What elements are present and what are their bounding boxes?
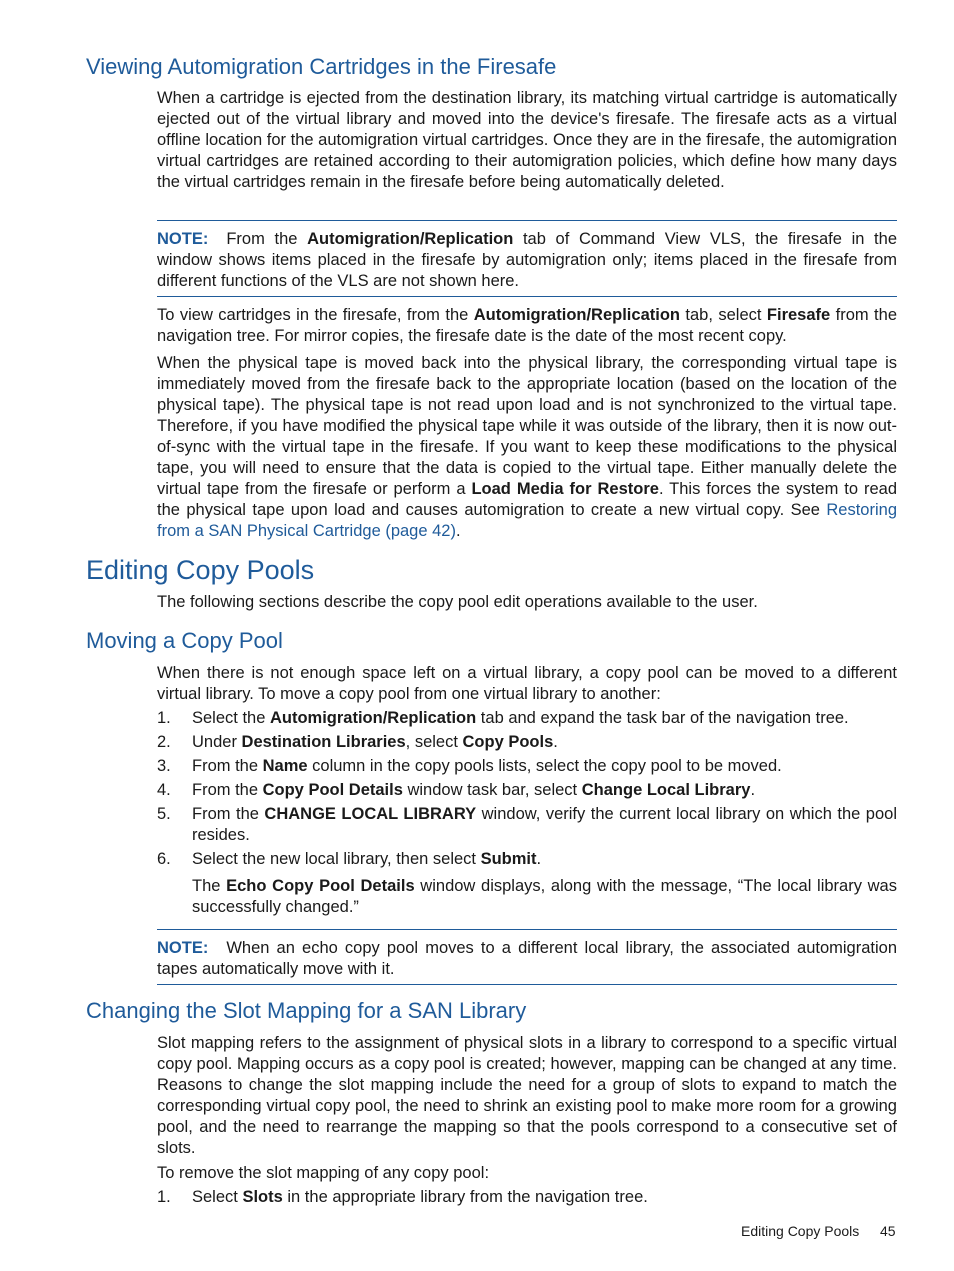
list-number: 3.: [157, 757, 171, 775]
list-number: 1.: [157, 709, 171, 727]
text: from the navigation tree. For mirror copies, the firesafe date is the date of the most recent copy.: [157, 306, 897, 345]
note-bold: Automigration/Replication: [307, 230, 514, 248]
paragraph-moving-intro: When there is not enough space left on a virtual library, a copy pool can be moved to a different virtual library. To move a copy pool from one virtual library to another:: [157, 664, 897, 703]
list-text: [192, 780, 897, 801]
text: Select the: [192, 709, 270, 727]
bold-text: Copy Pool Details: [262, 781, 403, 799]
text: . This forces the system to read the physical tape upon load and causes automigration to create a new virtual copy. See: [157, 480, 897, 519]
note-echo-copy-pool: [157, 938, 897, 980]
text: .: [553, 733, 558, 751]
bold-text: Change Local Library: [581, 781, 751, 799]
text: From the: [192, 757, 263, 775]
bold-text: Submit: [480, 850, 537, 868]
bold-text: Echo Copy Pool Details: [226, 877, 415, 895]
bold-text: CHANGE LOCAL LIBRARY: [264, 805, 477, 823]
text: tab and expand the task bar of the navigation tree.: [476, 709, 849, 727]
text: Select the new local library, then select: [192, 850, 481, 868]
paragraph-editing-intro: The following sections describe the copy pool edit operations available to the user.: [157, 593, 758, 611]
bold-text: Load Media for Restore: [471, 480, 659, 498]
step-result-text: [192, 876, 897, 918]
text: in the appropriate library from the navigation tree.: [282, 1188, 648, 1206]
note-rule-top: [157, 220, 897, 221]
text: tab, select: [679, 306, 767, 324]
bold-text: Firesafe: [766, 306, 831, 324]
text: column in the copy pools lists, select the copy pool to be moved.: [307, 757, 782, 775]
list-number: 1.: [157, 1188, 171, 1206]
footer-page-number: 45: [880, 1223, 896, 1239]
text: From the: [192, 781, 263, 799]
paragraph-physical-tape: [157, 353, 897, 542]
paragraph-firesafe-intro: When a cartridge is ejected from the destination library, its matching virtual cartridge is automatically ejected out of the virtual library and moved into the device's firesafe. The firesafe acts as a virtual offline location for the automigration virtual cartridges. Once they are in the firesafe, the automigration virtual cartridges are retained according to their automigration policies, which define how many days the virtual cartridges remain in the firesafe before being automatically deleted.: [157, 89, 897, 191]
note-label: NOTE:: [157, 939, 209, 957]
bold-text: Destination Libraries: [241, 733, 406, 751]
section-heading-firesafe: Viewing Automigration Cartridges in the Firesafe: [86, 54, 557, 79]
text: , select: [405, 733, 463, 751]
note-firesafe: [157, 229, 897, 292]
bold-text: Automigration/Replication: [269, 709, 477, 727]
text: window task bar, select: [402, 781, 582, 799]
note-label: NOTE:: [157, 230, 209, 248]
text: .: [750, 781, 756, 799]
paragraph-remove-mapping: To remove the slot mapping of any copy pool:: [157, 1164, 490, 1182]
text: .: [455, 522, 461, 540]
bold-text: Automigration/Replication: [473, 306, 680, 324]
text: Select: [192, 1188, 243, 1206]
paragraph-view-cartridges: [157, 305, 897, 347]
text: Under: [192, 733, 242, 751]
text: To view cartridges in the firesafe, from the: [157, 306, 474, 324]
list-text: [192, 756, 897, 777]
list-number: 5.: [157, 805, 171, 823]
text: From the: [192, 805, 265, 823]
text: The: [192, 877, 227, 895]
list-text: [192, 804, 897, 846]
list-number: 6.: [157, 850, 171, 868]
paragraph-slot-mapping: Slot mapping refers to the assignment of physical slots in a library to correspond to a specific virtual copy pool. Mapping occurs as a copy pool is created; however, mapping can be changed at any time. Reasons to change the slot mapping include the need for a group of slots to expand to match the corresponding virtual copy pool, the need to shrink an existing pool to make more room for a growing pool, and the need to rearrange the mapping so that the pools correspond to a consecutive set of slots.: [157, 1034, 897, 1157]
text: .: [536, 850, 542, 868]
note-rule-bottom: [157, 296, 897, 297]
cross-reference-link[interactable]: Restoring from a SAN Physical Cartridge (page 42): [157, 501, 897, 540]
bold-text: Copy Pools: [462, 733, 554, 751]
list-number: 2.: [157, 733, 171, 751]
section-heading-moving-copy-pool: Moving a Copy Pool: [86, 628, 283, 653]
text: window, verify the current local library on which the pool resides.: [192, 805, 897, 844]
text: window displays, along with the message, “The local library was successfully changed.”: [192, 877, 897, 916]
footer-section-title: Editing Copy Pools: [741, 1223, 860, 1239]
bold-text: Name: [262, 757, 308, 775]
bold-text: Slots: [242, 1188, 283, 1206]
note-text: From the: [226, 230, 308, 248]
note-text: When an echo copy pool moves to a different local library, the associated automigration tapes automatically move with it.: [157, 939, 897, 978]
note-rule-bottom: [157, 984, 897, 985]
list-text: [192, 1187, 897, 1208]
chapter-heading-editing-copy-pools: Editing Copy Pools: [86, 555, 315, 585]
list-text: [192, 708, 897, 729]
section-heading-slot-mapping: Changing the Slot Mapping for a SAN Library: [86, 998, 527, 1023]
note-text: tab of Command View VLS, the firesafe in the window shows items placed in the firesafe by automigration only; items placed in the firesafe from different functions of the VLS are not shown here.: [157, 230, 897, 290]
list-text: [192, 849, 897, 870]
text: When the physical tape is moved back into the physical library, the corresponding virtual tape is immediately moved from the firesafe back to the appropriate location (based on the location of the physical tape). The physical tape is not read upon load and is not synchronized to the virtual tape. Therefore, if you have modified the physical tape while it was outside of the library, then it is now out-of-sync with the virtual tape in the firesafe. If you want to keep these modifications to the physical tape, you will need to ensure that the data is copied to the virtual tape. Either manually delete the virtual tape from the firesafe or perform a: [157, 354, 897, 498]
list-text: [192, 732, 897, 753]
note-rule-top: [157, 929, 897, 930]
list-number: 4.: [157, 781, 171, 799]
